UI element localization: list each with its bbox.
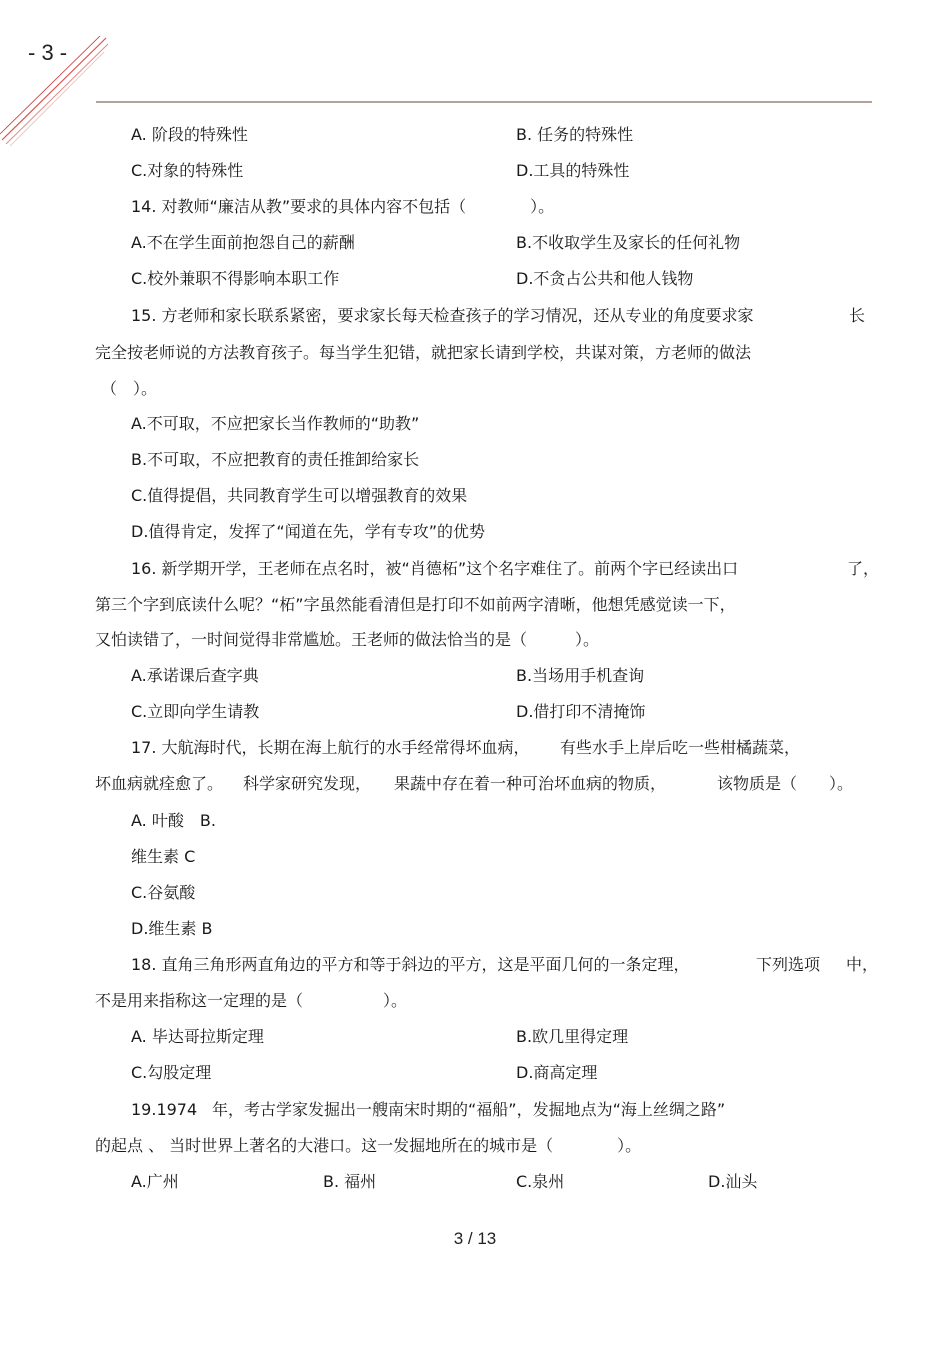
q17-stem-line1b: 有些水手上岸后吃一些柑橘蔬菜， <box>560 738 801 757</box>
q19-option-a: A.广州 <box>131 1172 179 1191</box>
q15-option-a: A.不可取，不应把家长当作教师的“助教” <box>131 414 420 433</box>
header-rule <box>96 101 872 103</box>
q19-option-d: D.汕头 <box>708 1172 758 1191</box>
q15-option-b: B.不可取，不应把教育的责任推卸给家长 <box>131 450 420 469</box>
q17-stem-line2a: 坏血病就痊愈了。 <box>95 774 224 793</box>
q17-stem-line1a: 17. 大航海时代，长期在海上航行的水手经常得坏血病， <box>131 738 530 757</box>
q18-option-b: B.欧几里得定理 <box>516 1027 629 1046</box>
q14-option-a: A.不在学生面前抱怨自己的薪酬 <box>131 233 355 252</box>
q19-option-b: B. 福州 <box>323 1172 377 1191</box>
q14-option-c: C.校外兼职不得影响本职工作 <box>131 269 340 288</box>
q17-option-d: D.维生素 B <box>131 919 213 938</box>
q19-stem-line2: 的起点 、 当时世界上著名的大港口。这一发掘地所在的城市是（ ）。 <box>95 1136 642 1155</box>
q16-option-c: C.立即向学生请教 <box>131 702 260 721</box>
q16-option-d: D.借打印不清掩饰 <box>516 702 646 721</box>
q18-stem-line1c: 中， <box>846 955 879 974</box>
q18-stem-line2: 不是用来指称这一定理的是（ ）。 <box>95 991 408 1010</box>
q15-option-c: C.值得提倡，共同教育学生可以增强教育的效果 <box>131 486 468 505</box>
q16-stem-line2: 第三个字到底读什么呢？“柘”字虽然能看清但是打印不如前两字清晰，他想凭感觉读一下， <box>95 595 736 614</box>
q14-option-b: B.不收取学生及家长的任何礼物 <box>516 233 741 252</box>
q15-stem-line2: 完全按老师说的方法教育孩子。每当学生犯错，就把家长请到学校，共谋对策，方老师的做法 <box>95 343 752 362</box>
q16-stem-line3: 又怕读错了，一时间觉得非常尴尬。王老师的做法恰当的是（ ）。 <box>95 630 600 649</box>
q17-stem-line2d: 该物质是（ ）。 <box>717 774 854 793</box>
q14-option-d: D.不贪占公共和他人钱物 <box>516 269 694 288</box>
q17-option-b: 维生素 C <box>131 847 196 866</box>
q13-option-d: D.工具的特殊性 <box>516 161 630 180</box>
q14-stem: 14. 对教师“廉洁从教”要求的具体内容不包括（ ）。 <box>131 197 555 216</box>
q13-option-a: A. 阶段的特殊性 <box>131 125 248 144</box>
q15-stem-line1: 15. 方老师和家长联系紧密，要求家长每天检查孩子的学习情况，还从专业的角度要求家 <box>131 306 754 325</box>
decorative-slash-icon <box>0 36 120 156</box>
q17-option-a: A. 叶酸 B. <box>131 811 216 830</box>
q18-option-d: D.商高定理 <box>516 1063 598 1082</box>
q16-stem-line1: 16. 新学期开学，王老师在点名时，被“肖德柘”这个名字难住了。前两个字已经读出口 <box>131 559 739 578</box>
q19-option-c: C.泉州 <box>516 1172 565 1191</box>
q15-stem-line3: （ ）。 <box>101 379 158 398</box>
q17-stem-line2b: 科学家研究发现， <box>243 774 372 793</box>
q17-stem-line2c: 果蔬中存在着一种可治坏血病的物质， <box>394 774 667 793</box>
q15-stem-line1-end: 长 <box>849 306 866 325</box>
q19-stem-line1b: 年，考古学家发掘出一艘南宋时期的“福船”，发掘地点为“海上丝绸之路” <box>212 1100 726 1119</box>
q18-stem-line1b: 下列选项 <box>756 955 821 974</box>
q17-option-c: C.谷氨酸 <box>131 883 196 902</box>
q18-stem-line1a: 18. 直角三角形两直角边的平方和等于斜边的平方，这是平面几何的一条定理， <box>131 955 690 974</box>
q18-option-c: C.勾股定理 <box>131 1063 212 1082</box>
q19-stem-line1a: 19.1974 <box>131 1100 198 1119</box>
q16-stem-line1-end: 了， <box>847 559 880 578</box>
page-marker: - 3 - <box>28 40 68 65</box>
q13-option-b: B. 任务的特殊性 <box>516 125 634 144</box>
q13-option-c: C.对象的特殊性 <box>131 161 244 180</box>
q16-option-a: A.承诺课后查字典 <box>131 666 259 685</box>
q18-option-a: A. 毕达哥拉斯定理 <box>131 1027 264 1046</box>
page-number: 3 / 13 <box>453 1229 497 1248</box>
q16-option-b: B.当场用手机查询 <box>516 666 645 685</box>
q15-option-d: D.值得肯定，发挥了“闻道在先，学有专攻”的优势 <box>131 522 485 541</box>
